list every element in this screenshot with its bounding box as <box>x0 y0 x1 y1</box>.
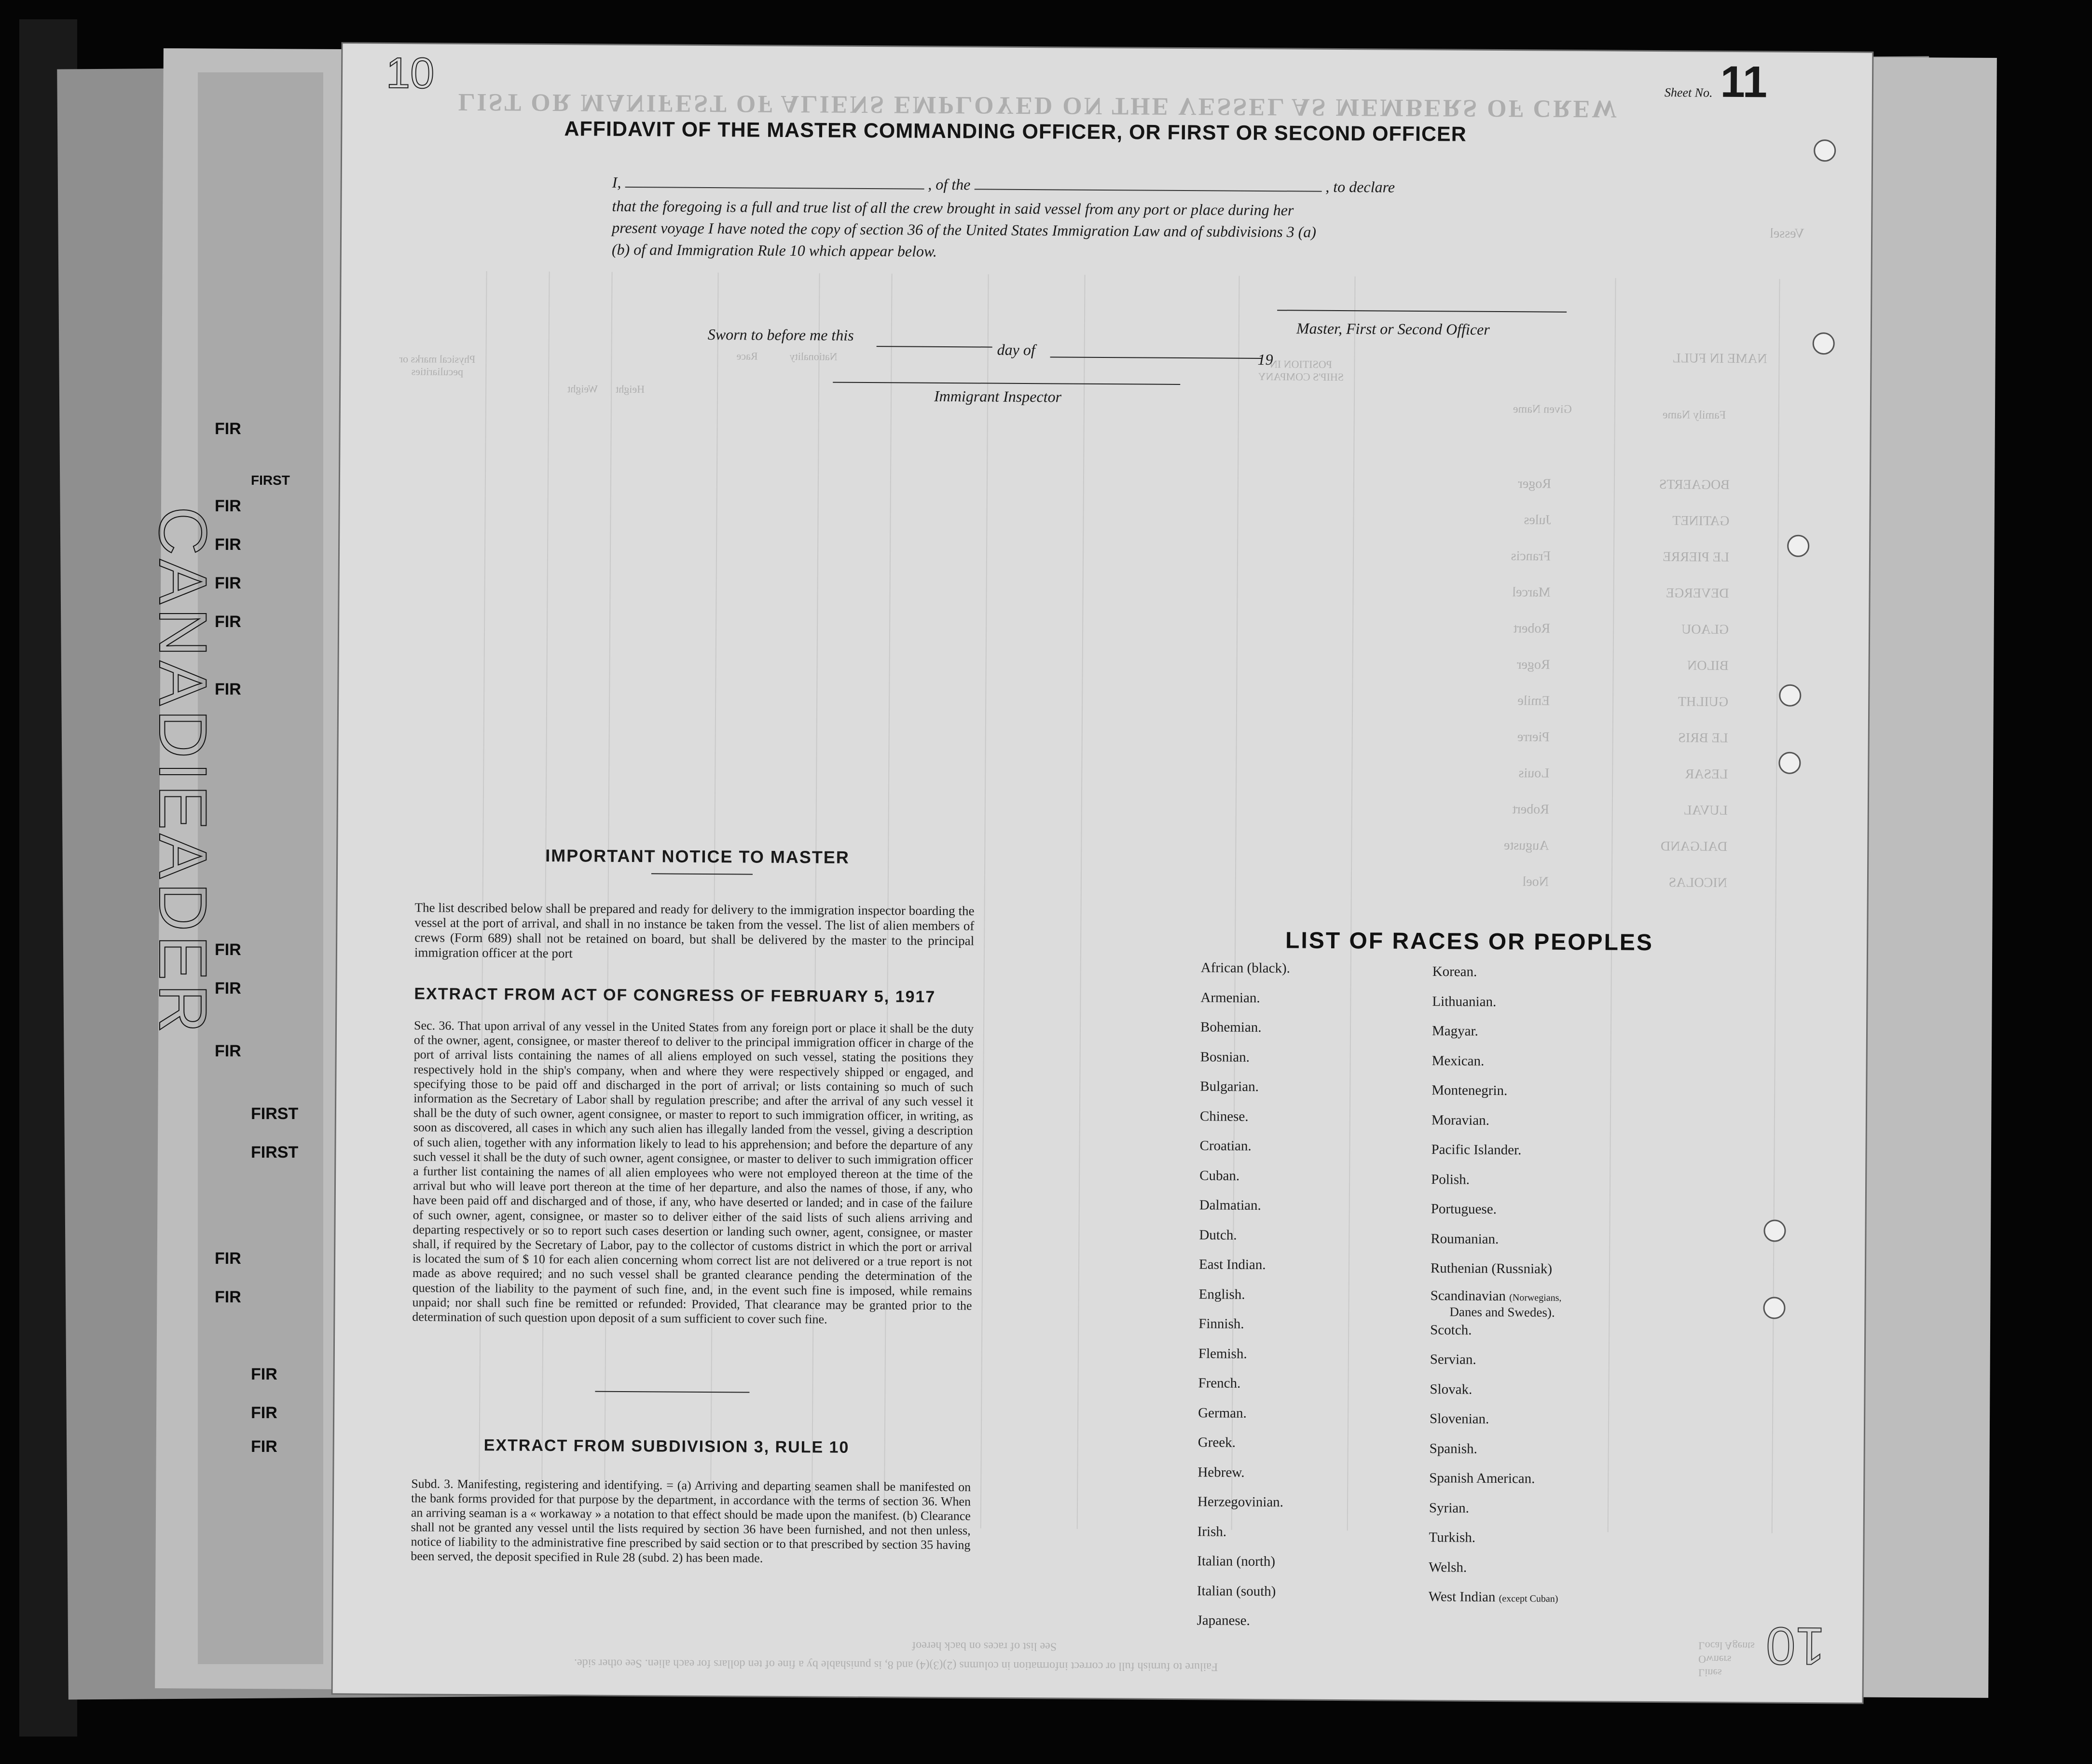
inspector-line[interactable] <box>833 382 1180 385</box>
punch-hole <box>1813 332 1835 355</box>
ghost-family: LUVAL <box>1683 803 1728 818</box>
races-left-column <box>1197 958 1290 1641</box>
races-title: LIST OF RACES OR PEOPLES <box>1285 928 1654 956</box>
ghost-given: Robert <box>1512 802 1549 817</box>
ghost-nationality: Nationality <box>789 350 838 363</box>
ghost-footnote-1: See list of races on back hereof <box>912 1639 1057 1653</box>
ghost-family: GATINET <box>1672 513 1730 529</box>
ghost-given: Jules <box>1524 512 1551 528</box>
ghost-crew-given-names <box>1443 465 1551 900</box>
ghost-height: Height <box>616 383 645 396</box>
vessel-name-stamp-text: CANADIEADER <box>145 506 221 1037</box>
ghost-family-name: Family Name <box>1662 409 1726 422</box>
ghost-marks: Physical marks or peculiarities <box>399 353 476 378</box>
race-item: Spanish. <box>1429 1440 1477 1457</box>
ghost-given: Noel <box>1522 874 1549 889</box>
day-of-text: day of <box>997 341 1035 359</box>
margin-labels <box>207 420 304 1577</box>
ghost-given: Francis <box>1511 548 1551 564</box>
ghost-given: Pierre <box>1517 729 1550 745</box>
race-item: Greek. <box>1197 1435 1236 1450</box>
race-item: Italian (north) <box>1197 1553 1276 1570</box>
race-west-indian: West Indian <box>1428 1589 1496 1605</box>
race-item: Irish. <box>1197 1523 1227 1540</box>
ghost-position: POSITION IN SHIP'S COMPANY <box>1258 358 1344 383</box>
notice-heading: IMPORTANT NOTICE TO MASTER <box>545 845 850 867</box>
margin-label: FIR <box>215 680 241 698</box>
race-item: Cuban. <box>1199 1167 1240 1184</box>
margin-label: FIR <box>251 1365 277 1383</box>
punch-hole <box>1787 535 1809 557</box>
race-item: Bosnian. <box>1200 1049 1250 1065</box>
margin-label: FIR <box>251 1404 277 1422</box>
ghost-vessel-label: Vessel <box>1770 226 1804 241</box>
ghost-family: LE PIERRE <box>1663 549 1730 565</box>
race-item: African (black). <box>1200 960 1291 976</box>
race-item: Mexican. <box>1431 1053 1485 1069</box>
margin-label: FIR <box>215 535 241 554</box>
margin-label: FIR <box>215 979 241 998</box>
race-item: English. <box>1198 1286 1245 1302</box>
race-item: Armenian. <box>1200 989 1260 1006</box>
margin-label: FIR <box>215 497 241 515</box>
margin-label: FIR <box>215 574 241 592</box>
race-item: Dutch. <box>1199 1227 1237 1243</box>
race-item: Italian (south) <box>1197 1583 1276 1599</box>
margin-label: FIR <box>215 1249 241 1268</box>
month-blank[interactable] <box>1050 356 1263 359</box>
punch-hole <box>1814 139 1836 162</box>
affidavit-title: AFFIDAVIT OF THE MASTER COMMANDING OFFICER, OR FIRST OR SECOND OFFICER <box>564 117 1467 146</box>
race-item: Slovak. <box>1430 1381 1473 1397</box>
ghost-family: LESAR <box>1685 766 1728 782</box>
ghost-given: Roger <box>1517 657 1550 672</box>
ghost-given-name: Given Name <box>1513 403 1572 416</box>
race-item: Chinese. <box>1199 1108 1249 1124</box>
race-item: Bohemian. <box>1200 1019 1262 1036</box>
signature-line[interactable] <box>1277 310 1567 313</box>
punch-hole <box>1763 1297 1785 1319</box>
column-rule <box>710 273 719 1527</box>
margin-label: FIR <box>215 1288 241 1306</box>
ghost-family: LE BRIS <box>1678 730 1728 746</box>
affidavit-i: I, <box>612 173 621 191</box>
ghost-agent-label: Owners <box>1698 1653 1732 1666</box>
act-text: Sec. 36. That upon arrival of any vessel in the United States from any foreign port or place it shall be the duty of the owner, agent, consignee, or master thereof to deliver to the principal immigration officer in charge of the port of arrival lists containing the names of all aliens employed on such vessel, stating the positions they respectively hold in the ship's company, when and where they were respectively shipped or engaged, and specifying those to be paid off and discharged in the port of arrival; or lists containing so much of such information as the Secretary of Labor shall by regulation prescribe; and after the arrival of any such vessel it shall be the duty of such owner, agent consignee, or master to report to such immigration officer, in writing, as soon as discovered, all cases in which any such alien has illegally landed from the vessel, giving a description of such alien, together with any information likely to lead to his apprehension; and before the departure of any such vessel it shall be the duty of such owner, agent consignee, or master to deliver to such immigration officer a further list containing the names of all alien employees who were not employed thereon at the time of the arrival but who will leave port thereon at the time of her departure, and also the names of those, if any, who have been paid off and discharged and of those, if any, who have deserted or landed; and in case of the failure of such owner, agent, consignee, or master so to deliver either of the said lists of such aliens arriving and departing respectively or so to report such cases desertion or landing such owner, agent, consignee, or master shall, if required by the Secretary of Labor, pay to the collector of customs district in which the port or arrival is located the sum of $ 10 for each alien concerning whom correct list are not delivered or a true report is not made as above required; and no such vessel shall be granted clearance pending the determination of the question of the liability to the payment of such fine, and, in the event such fine is imposed, while remains unpaid; nor shall such fine be remitted or refunded: Provided, That clearance may be granted prior to the determination of such question upon deposit of a sum sufficient to cover such fine. <box>412 1018 974 1326</box>
race-item: Ruthenian (Russniak) <box>1430 1260 1553 1277</box>
column-rule <box>884 273 893 1528</box>
sheet-number-label: Sheet No. <box>1664 85 1713 100</box>
race-item: Welsh. <box>1429 1559 1467 1575</box>
race-item: Bulgarian. <box>1200 1079 1259 1094</box>
ghost-given: Emile <box>1517 693 1550 709</box>
race-item: East Indian. <box>1198 1257 1266 1273</box>
punch-hole <box>1779 684 1801 707</box>
ghost-given: Roger <box>1518 476 1552 492</box>
race-item: Slovenian. <box>1430 1411 1489 1427</box>
ghost-family: DALGAND <box>1660 839 1728 854</box>
race-scandinavian-note: (Norwegians, <box>1509 1292 1562 1303</box>
inspector-caption: Immigrant Inspector <box>934 387 1062 406</box>
margin-label: FIR <box>215 1042 241 1060</box>
column-rule <box>541 272 550 1526</box>
race-item: Polish. <box>1431 1171 1470 1188</box>
vessel-blank[interactable] <box>974 175 1321 191</box>
column-rule <box>980 274 989 1529</box>
punch-hole <box>1778 752 1801 774</box>
ghost-agent-label: Local Agents <box>1698 1640 1755 1653</box>
ghost-weight: Weight <box>567 383 598 395</box>
day-blank[interactable] <box>877 346 992 347</box>
rule-text: Subd. 3. Manifesting, registering and identifying. = (a) Arriving and departing seamen shall be manifested on the bank forms provided for that purpose by the department, in accordance with the terms of section 36. When an arriving seaman is a « workaway » a notation to that effect should be made upon the manifest. (b) Clearance shall not be granted any vessel until the lists required by section 36 have been furnished, and not then unless, notice of liability to the administrative fine prescribed by said section or to that prescribed by section 35 having been served, the deposit specified in Rule 28 (subd. 2) has been made. <box>411 1477 971 1565</box>
bottom-stamp-number: 10 <box>1765 1616 1825 1676</box>
affidavit-page <box>333 43 1872 1702</box>
column-rule <box>1077 275 1086 1529</box>
sheet-number-value: 11 <box>1720 57 1768 107</box>
race-item: Montenegrin. <box>1431 1082 1508 1099</box>
affidavit-line-2: that the foregoing is a full and true list of all the crew brought in said vessel from any port or place during her <box>612 197 1294 219</box>
ghost-given: Louis <box>1518 766 1550 781</box>
ghost-given: Marcel <box>1512 585 1551 600</box>
top-stamp-number: 10 <box>385 49 435 98</box>
race-item: Magyar. <box>1431 1023 1478 1039</box>
race-item: Pacific Islander. <box>1431 1142 1522 1158</box>
race-item: Korean. <box>1432 964 1477 980</box>
race-item: French. <box>1198 1375 1241 1391</box>
ghost-family: GUILHT <box>1678 694 1729 710</box>
race-item: Flemish. <box>1198 1345 1247 1362</box>
act-heading: EXTRACT FROM ACT OF CONGRESS OF FEBRUARY 5, 1917 <box>414 985 936 1006</box>
race-item: Lithuanian. <box>1432 993 1497 1010</box>
race-item: Finnish. <box>1198 1316 1244 1332</box>
vessel-name-stamp <box>144 506 222 1037</box>
ghost-race: Race <box>736 350 758 362</box>
margin-label: FIR <box>215 613 241 631</box>
column-rule <box>604 272 613 1526</box>
column-rule <box>1347 276 1356 1531</box>
notice-underline <box>651 873 753 875</box>
race-item: Moravian. <box>1431 1112 1489 1128</box>
affidavit-line-3: present voyage I have noted the copy of section 36 of the United States Immigration Law and of subdivisions 3 (a) <box>612 219 1317 241</box>
column-rule <box>812 273 820 1527</box>
race-item: Spanish American. <box>1429 1470 1535 1487</box>
ghost-crew-family-names <box>1602 466 1730 901</box>
race-west-indian-note: (except Cuban) <box>1499 1593 1558 1604</box>
ghost-family: NICOLAS <box>1668 875 1727 890</box>
ghost-given: Auguste <box>1503 838 1549 853</box>
signature-caption: Master, First or Second Officer <box>1296 319 1490 338</box>
race-item-scandinavian <box>1430 1288 1561 1321</box>
races-right-column <box>1429 962 1564 1617</box>
ghost-name-in-full: NAME IN FULL <box>1672 351 1767 367</box>
punch-hole <box>1763 1219 1786 1242</box>
race-item: Japanese. <box>1197 1613 1250 1628</box>
year-prefix: 19 <box>1257 350 1273 369</box>
act-underline <box>595 1391 749 1393</box>
margin-label: FIR <box>215 941 241 959</box>
ghost-family: DEVERGE <box>1665 586 1729 601</box>
race-item: Syrian. <box>1429 1500 1470 1516</box>
race-scandinavian-note2: Danes and Swedes). <box>1449 1304 1555 1320</box>
sworn-text: Sworn to before me this <box>707 325 854 344</box>
margin-label: FIRST <box>251 1143 299 1162</box>
notice-text: The list described below shall be prepared and ready for delivery to the immigration inspector boarding the vessel at the port of arrival, and shall in no instance be taken from the vessel. The list of alien members of crews (Form 689) shall not be retained on board, but shall be delivered by the master to the principal immigration officer at the port <box>414 900 975 961</box>
race-item: Dalmatian. <box>1199 1197 1261 1214</box>
affidavit-of-the: , of the <box>928 175 971 193</box>
affidavit-line-1 <box>612 173 1741 198</box>
ghost-family: BOGAERTS <box>1659 477 1730 492</box>
ghost-agent-label: Lines <box>1698 1667 1722 1679</box>
race-item: Servian. <box>1430 1352 1476 1367</box>
column-rule <box>1772 279 1780 1533</box>
race-item: Portuguese. <box>1431 1201 1497 1217</box>
ghost-given: Robert <box>1513 621 1551 636</box>
race-item: Hebrew. <box>1197 1464 1245 1480</box>
race-item-west-indian <box>1429 1587 1560 1617</box>
sheet-number <box>1665 56 1768 108</box>
race-item: Herzegovinian. <box>1197 1494 1284 1510</box>
affidavit-declare: , to declare <box>1325 178 1395 196</box>
race-item: Scotch. <box>1430 1322 1472 1338</box>
name-blank[interactable] <box>625 173 924 190</box>
margin-label: FIR <box>215 420 241 438</box>
ghost-family: BILON <box>1687 658 1729 673</box>
column-rule <box>479 271 487 1525</box>
ghost-agent-labels <box>1698 1639 1755 1680</box>
race-item: Croatian. <box>1199 1138 1252 1154</box>
margin-label: FIRST <box>251 1105 299 1123</box>
race-item: Turkish. <box>1429 1530 1476 1545</box>
margin-label: FIR <box>251 1437 277 1456</box>
affidavit-line-4: (b) of and Immigration Rule 10 which appear below. <box>611 240 937 260</box>
race-item: Roumanian. <box>1431 1231 1499 1247</box>
ghost-footnote-2: Failure to furnish full or correct information in columns (2)(3)(4) and 8, is punishable by a fine of ten dollars for each alien. See other side. <box>574 1656 1218 1673</box>
ghost-family: GLAOU <box>1681 622 1729 637</box>
rule-heading: EXTRACT FROM SUBDIVISION 3, RULE 10 <box>483 1436 850 1457</box>
margin-label: FIRST <box>251 473 290 488</box>
race-scandinavian: Scandinavian <box>1430 1287 1506 1304</box>
ghost-manifest-title: LIST OR MANIFEST OF ALIENS EMPLOYED ON THE VESSEL AS MEMBERS OF CREW <box>458 88 1619 123</box>
race-item: German. <box>1198 1405 1247 1421</box>
